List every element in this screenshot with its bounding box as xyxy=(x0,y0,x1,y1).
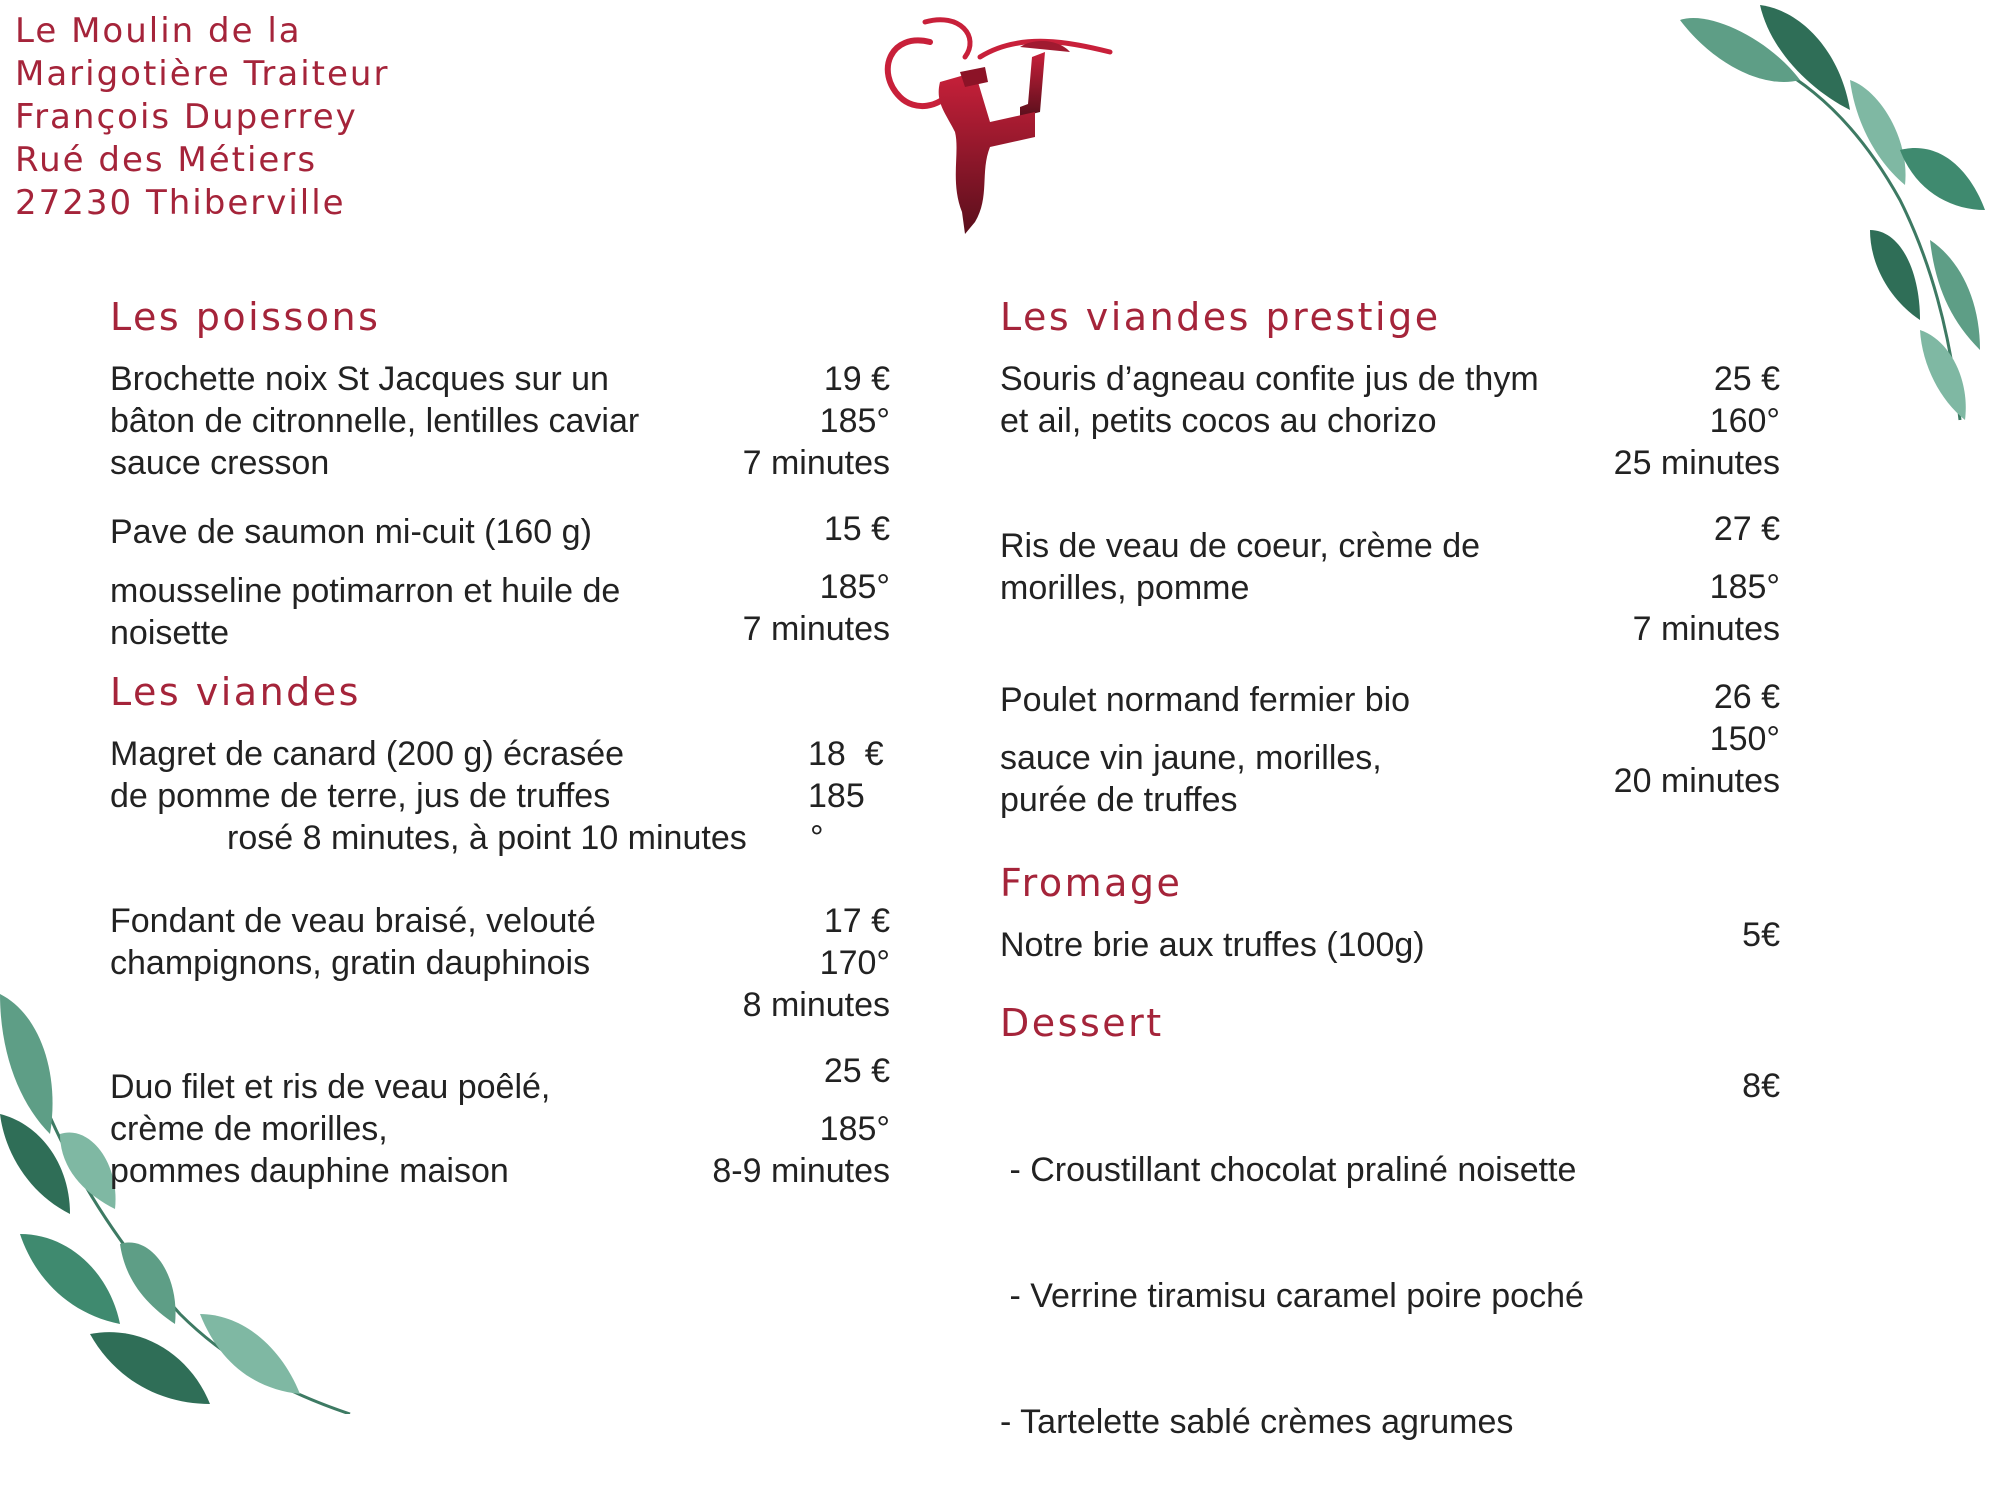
dish-info xyxy=(640,358,890,484)
oven-temp: 185° xyxy=(1709,568,1780,606)
cook-time: 7 minutes xyxy=(1632,610,1780,648)
dish-line: et ail, petits cocos au chorizo xyxy=(1000,402,1437,440)
dish-description xyxy=(110,358,639,484)
dish-line: de pomme de terre, jus de truffes xyxy=(110,777,611,815)
section-title-fromage: Fromage xyxy=(1000,861,1183,905)
dish-description xyxy=(1000,358,1539,442)
dish-line: Duo filet et ris de veau poêlé, xyxy=(110,1068,551,1106)
address-line: Le Moulin de la xyxy=(15,11,302,51)
cook-time: 7 minutes xyxy=(742,444,890,482)
dish-line: sauce cresson xyxy=(110,444,330,482)
waiter-logo xyxy=(870,12,1130,237)
dish-info xyxy=(640,1108,890,1192)
restaurant-address xyxy=(15,10,389,225)
price: 15 € xyxy=(823,510,890,548)
oven-temp: 185 xyxy=(808,777,865,815)
dish-line: pommes dauphine maison xyxy=(110,1152,509,1190)
dish-line: bâton de citronnelle, lentilles caviar xyxy=(110,402,640,440)
dish-description xyxy=(1000,737,1382,821)
dish-line: noisette xyxy=(110,614,230,652)
oven-temp: 185° xyxy=(819,1110,890,1148)
address-line: Rué des Métiers xyxy=(15,140,318,180)
dessert-line: - Croustillant chocolat praliné noisette xyxy=(1000,1151,1577,1189)
price: 17 € xyxy=(823,902,890,940)
dish-line: morilles, pomme xyxy=(1000,569,1250,607)
dish-line: crème de morilles, xyxy=(110,1110,388,1148)
dish-description xyxy=(110,511,592,553)
dish-line: Brochette noix St Jacques sur un xyxy=(110,360,609,398)
dish-line: Souris d’agneau confite jus de thym xyxy=(1000,360,1539,398)
dish-line: Pave de saumon mi-cuit (160 g) xyxy=(110,513,592,551)
dish-line: purée de truffes xyxy=(1000,781,1238,819)
cook-time: 8 minutes xyxy=(742,986,890,1024)
dessert-list xyxy=(1000,1065,1584,1485)
dish-line: rosé 8 minutes, à point 10 minutes xyxy=(227,819,747,857)
cook-time: 25 minutes xyxy=(1613,444,1780,482)
cook-time: 7 minutes xyxy=(742,610,890,648)
address-line: 27230 Thiberville xyxy=(15,183,346,223)
dish-info xyxy=(640,900,890,1026)
dish-info xyxy=(808,733,884,859)
oven-temp: 160° xyxy=(1709,402,1780,440)
dish-info xyxy=(1530,566,1780,650)
degree-sign: ° xyxy=(810,819,824,857)
price: 19 € xyxy=(823,360,890,398)
dish-description xyxy=(1000,679,1410,721)
dish-description xyxy=(110,1066,550,1192)
price: 27 € xyxy=(1713,510,1780,548)
cook-time: 20 minutes xyxy=(1613,762,1780,800)
dish-line: Magret de canard (200 g) écrasée xyxy=(110,735,625,773)
oven-temp: 185° xyxy=(819,402,890,440)
dish-line: sauce vin jaune, morilles, xyxy=(1000,739,1382,777)
address-line: Marigotière Traiteur xyxy=(15,54,390,94)
dish-line: Notre brie aux truffes (100g) xyxy=(1000,926,1425,964)
dish-line: Poulet normand fermier bio xyxy=(1000,681,1411,719)
price: 8€ xyxy=(1742,1067,1780,1105)
dish-description xyxy=(1000,924,1425,966)
dish-description xyxy=(110,733,747,859)
price: 18 € xyxy=(808,735,884,773)
dish-line: Fondant de veau braisé, velouté xyxy=(110,902,596,940)
section-title-prestige: Les viandes prestige xyxy=(1000,295,1441,339)
oven-temp: 170° xyxy=(819,944,890,982)
dish-info xyxy=(640,566,890,650)
section-title-viandes: Les viandes xyxy=(110,670,361,714)
section-title-dessert: Dessert xyxy=(1000,1001,1164,1045)
price: 25 € xyxy=(823,1052,890,1090)
dish-info xyxy=(1530,358,1780,484)
dish-line: champignons, gratin dauphinois xyxy=(110,944,591,982)
dessert-line: - Verrine tiramisu caramel poire poché xyxy=(1000,1277,1584,1315)
leaf-branch-icon xyxy=(0,994,360,1414)
dish-line: mousseline potimarron et huile de xyxy=(110,572,621,610)
price: 26 € xyxy=(1713,678,1780,716)
dessert-line: - Tartelette sablé crèmes agrumes xyxy=(1000,1403,1514,1441)
price: 5€ xyxy=(1742,916,1780,954)
address-line: François Duperrey xyxy=(15,97,358,137)
dish-line: Ris de veau de coeur, crème de xyxy=(1000,527,1481,565)
price: 25 € xyxy=(1713,360,1780,398)
dish-description xyxy=(110,900,596,984)
oven-temp: 185° xyxy=(819,568,890,606)
dish-info xyxy=(1530,676,1780,802)
dish-description xyxy=(1000,525,1480,609)
section-title-poissons: Les poissons xyxy=(110,295,381,339)
oven-temp: 150° xyxy=(1709,720,1780,758)
dish-description xyxy=(110,570,620,654)
cook-time: 8-9 minutes xyxy=(712,1152,890,1190)
